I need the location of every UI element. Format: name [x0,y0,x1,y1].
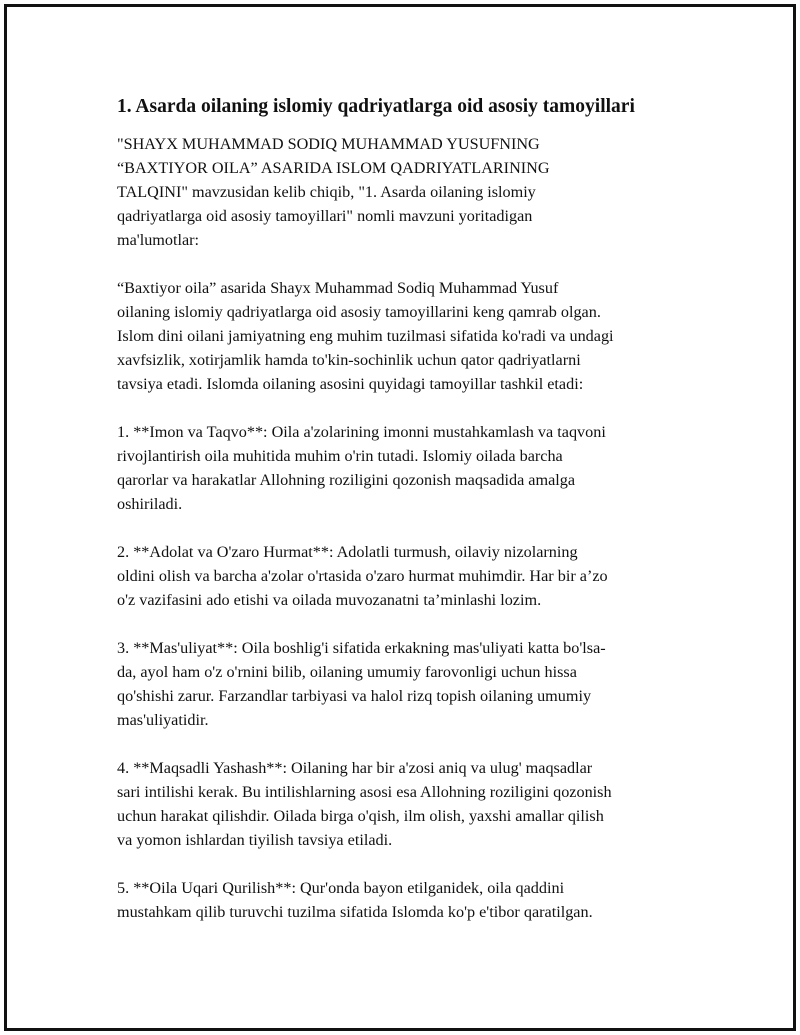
section-heading: 1. Asarda oilaning islomiy qadriyatlarga oid asosiy tamoyillari [117,96,635,117]
principle-paragraph-1: 1. **Imon va Taqvo**: Oila a'zolarining imonni mustahkamlash va taqvoni rivojlantirish oila muhitida muhim o'rin tutadi. Islomiy oilada barcha qarorlar va harakatlar Allohning roziligini qozonish maqsadida amalga oshiriladi. [117,423,606,513]
document-body [117,94,687,948]
principle-paragraph-2: 2. **Adolat va O'zaro Hurmat**: Adolatli turmush, oilaviy nizolarning oldini olish va barcha a'zolar o'rtasida o'zaro hurmat muhimdir. Har bir a’zo o'z vazifasini ado etishi va oilada muvozanatni ta’minlashi lozim. [117,543,608,609]
principle-paragraph-4: 4. **Maqsadli Yashash**: Oilaning har bir a'zosi aniq va ulug' maqsadlar sari intilishi kerak. Bu intilishlarning asosi esa Allohning roziligini qozonish uchun harakat qilishdir. Oilada birga o'qish, ilm olish, yaxshi amallar qilish va yomon ishlardan tiyilish tavsiya etiladi. [117,759,612,849]
overview-paragraph: “Baxtiyor oila” asarida Shayx Muhammad Sodiq Muhammad Yusuf oilaning islomiy qadriyatlarga oid asosiy tamoyillarini keng qamrab olgan. Islom dini oilani jamiyatning eng muhim tuzilmasi sifatida ko'radi va undagi xavfsizlik, xotirjamlik hamda to'kin-sochinlik uchun qator qadriyatlarni tavsiya etadi. Islomda oilaning asosini quyidagi tamoyillar tashkil etadi: [117,279,614,393]
principle-paragraph-5: 5. **Oila Uqari Qurilish**: Qur'onda bayon etilganidek, oila qaddini mustahkam qilib turuvchi tuzilma sifatida Islomda ko'p e'tibor qaratilgan. [117,879,593,921]
principle-paragraph-3: 3. **Mas'uliyat**: Oila boshlig'i sifatida erkakning mas'uliyati katta bo'lsa- da, ayol ham o'z o'rnini bilib, oilaning umumiy farovonligi uchun hissa qo'shishi zarur. Farzandlar tarbiyasi va halol rizq topish oilaning umumiy mas'uliyatidir. [117,639,606,729]
intro-paragraph: "SHAYX MUHAMMAD SODIQ MUHAMMAD YUSUFNING “BAXTIYOR OILA” ASARIDA ISLOM QADRIYATLARINING TALQINI" mavzusidan kelib chiqib, "1. Asarda oilaning islomiy qadriyatlarga oid asosiy tamoyillari" nomli mavzuni yoritadigan ma'lumotlar: [117,135,550,249]
